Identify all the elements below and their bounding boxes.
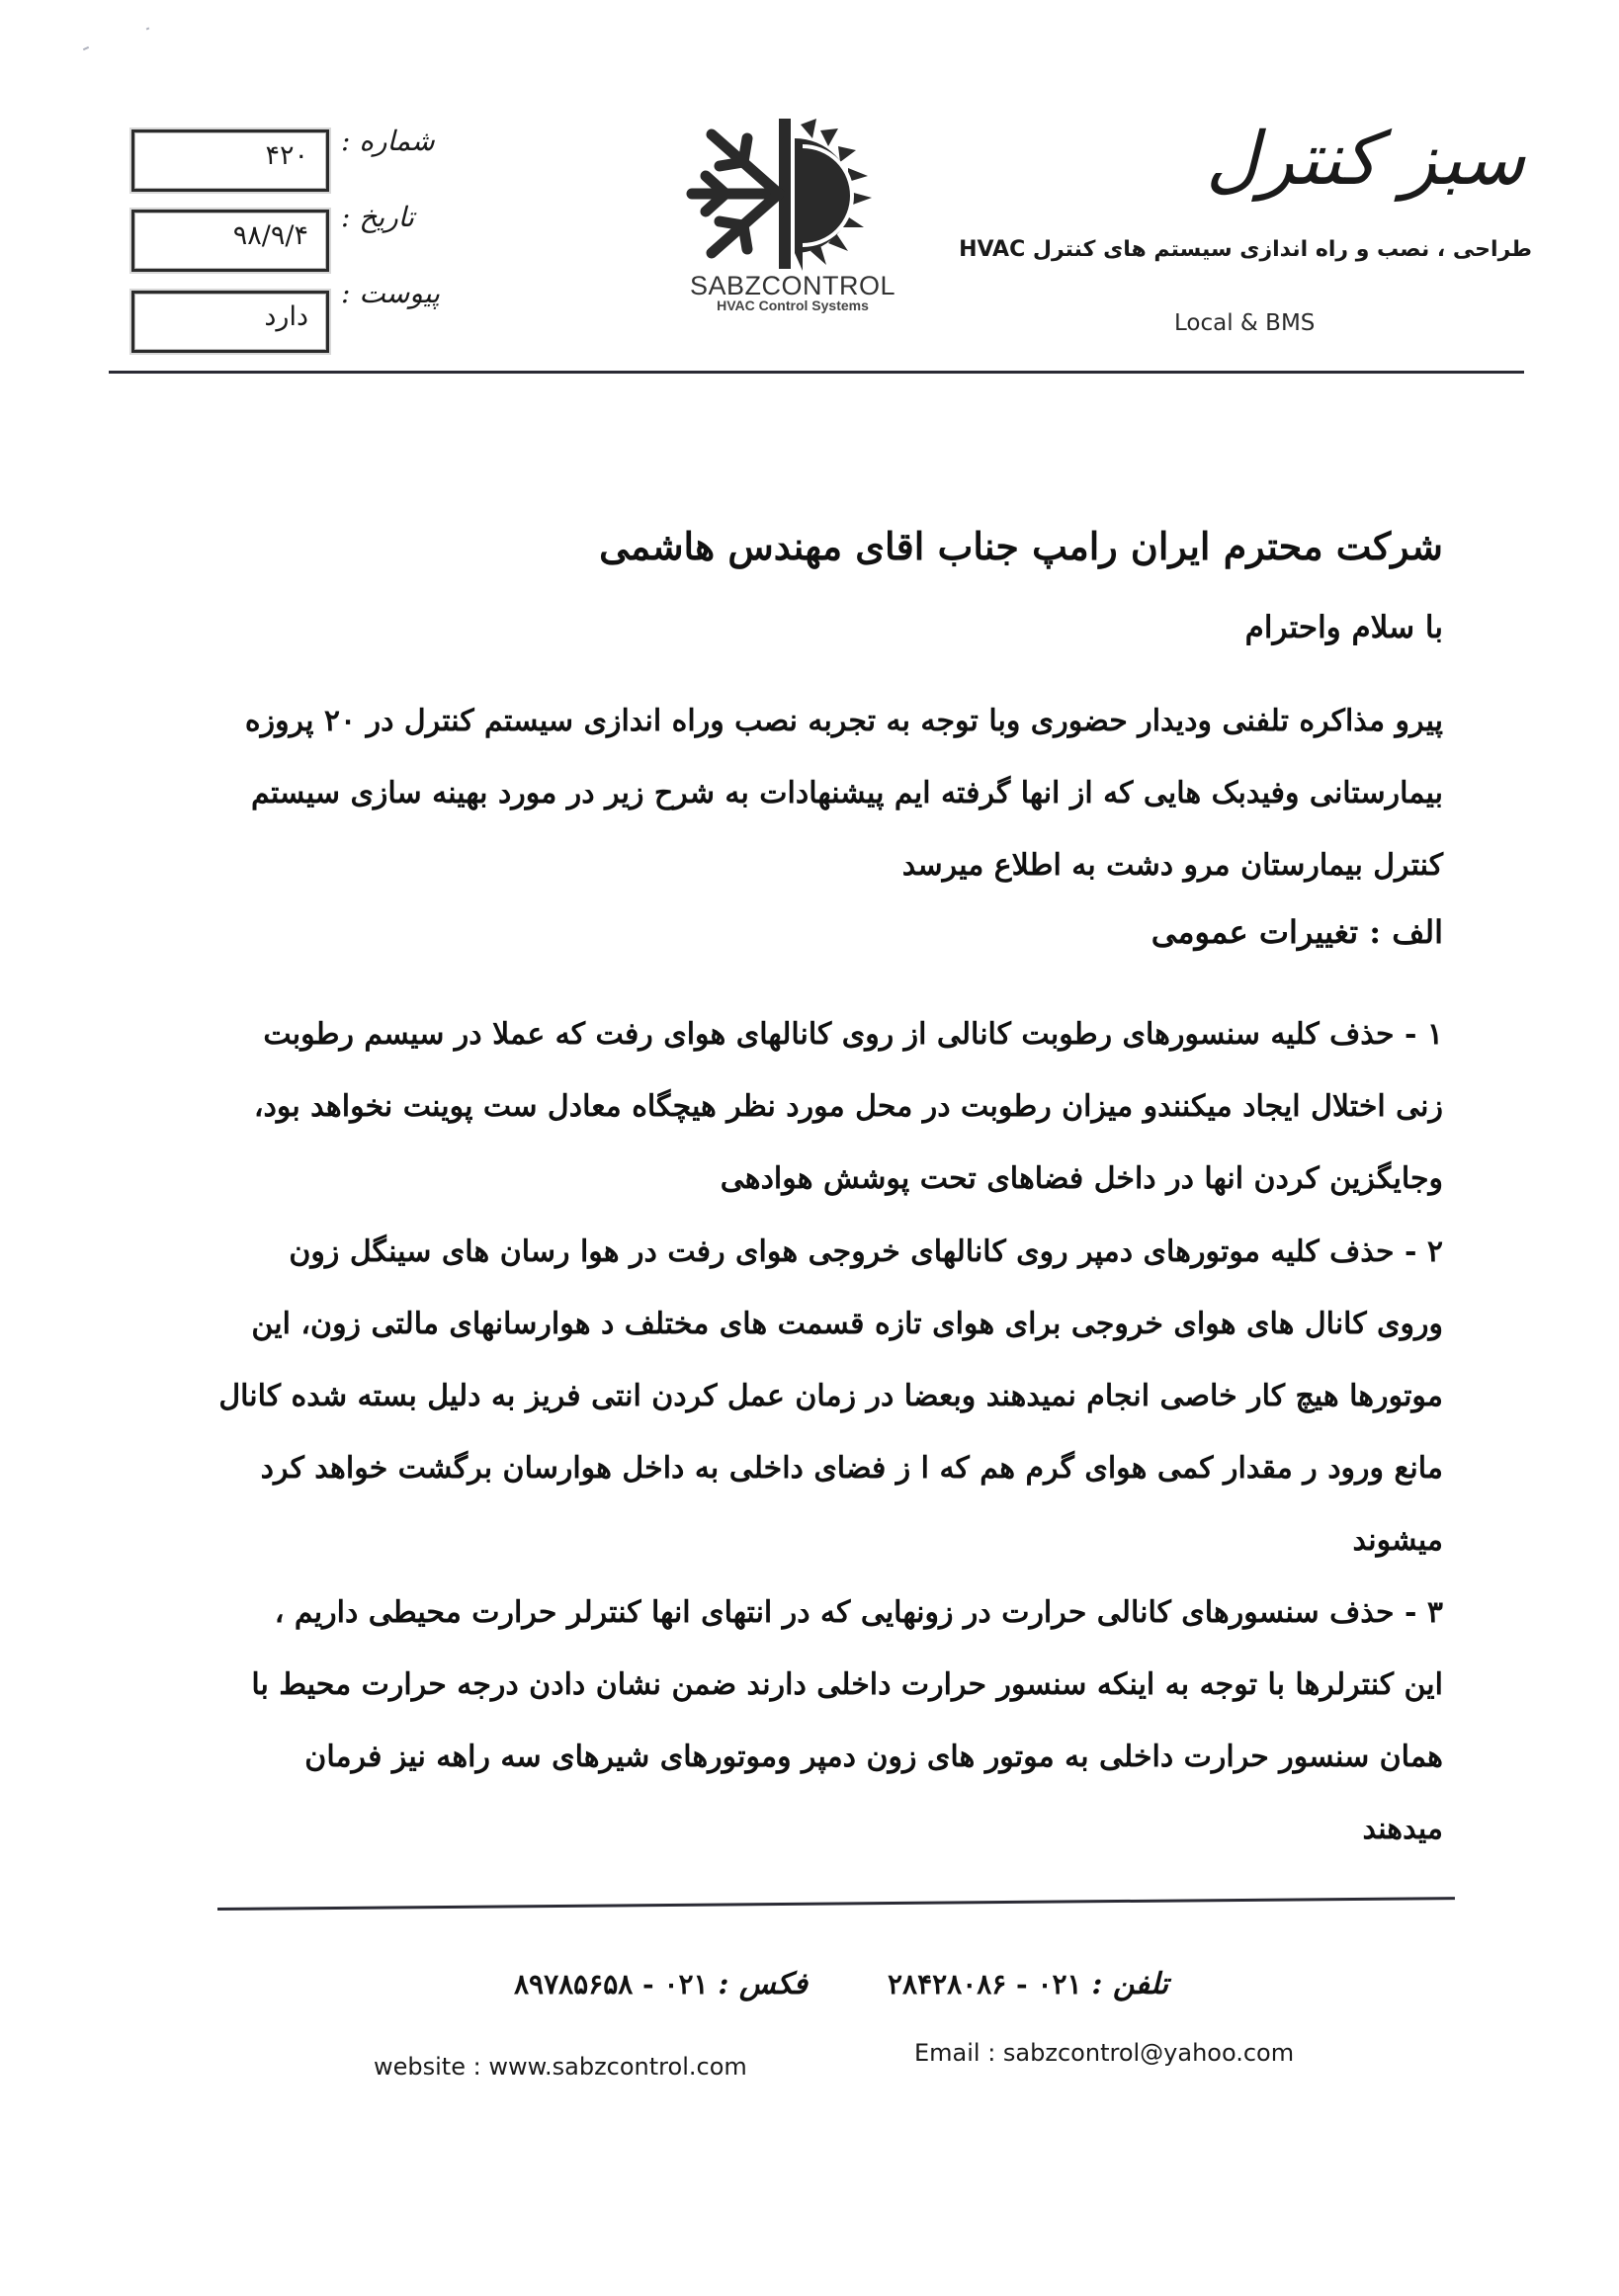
- brand-scope: Local & BMS: [1174, 310, 1316, 336]
- attachment-box: [131, 291, 329, 353]
- fax-contact: [514, 1967, 808, 2001]
- fax-label: فکس :: [718, 1967, 808, 2001]
- list-item-2: [213, 1216, 1443, 1576]
- logo-tagline: HVAC Control Systems: [717, 298, 869, 313]
- item-line: همان سنسور حرارت داخلی به موتور های زون دمپر وموتورهای شیرهای سه راهه نیز فرمان: [304, 1740, 1443, 1774]
- scan-speck: [83, 46, 89, 50]
- brand-services: طراحی ، نصب و راه اندازی سیستم های کنترل HVAC: [959, 237, 1532, 262]
- website-link[interactable]: website : www.sabzcontrol.com: [374, 2053, 747, 2081]
- list-item-3: [213, 1576, 1443, 1865]
- logo-name: SABZCONTROL: [689, 271, 896, 300]
- intro-line: کنترل بیمارستان مرو دشت به اطلاع میرسد: [901, 848, 1443, 883]
- item-line: وروی کانال های هوای خروجی برای هوای تازه قسمت های مختلف د هوارسانهای مالتی زون، این: [251, 1307, 1443, 1341]
- item-line: وجایگزین کردن انها در داخل فضاهای تحت پوشش هوادهی: [720, 1161, 1443, 1196]
- letter-date: ۹۸/۹/۴: [232, 220, 308, 251]
- item-line: موتورها هیچ کار خاصی انجام نمیدهند وبعضا در زمان عمل کردن انتی فریز به دلیل بسته شده کانال: [218, 1379, 1443, 1413]
- greeting: با سلام واحترام: [1244, 610, 1443, 645]
- intro-line: بیمارستانی وفیدبک هایی که از انها گرفته ایم پیشنهادات به شرح زیر در مورد بهینه سازی سیستم: [251, 776, 1443, 810]
- date-box: [131, 210, 329, 272]
- item-line: ۲ - حذف کلیه موتورهای دمپر روی کانالهای خروجی هوای رفت در هوا رسان های سینگل زون: [289, 1234, 1443, 1269]
- letter-number: ۴۲۰: [265, 140, 308, 171]
- scan-speck: [146, 27, 150, 30]
- item-line: مانع ورود ر مقدار کمی هوای گرم هم که ا ز فضای داخلی به داخل هوارسان برگشت خواهد کرد: [260, 1451, 1443, 1486]
- header-divider: [109, 371, 1524, 374]
- phone-number: ۰۲۱ - ۲۸۴۲۸۰۸۶: [888, 1968, 1082, 2000]
- number-box: [131, 129, 329, 192]
- section-title: الف : تغییرات عمومی: [1150, 913, 1443, 951]
- item-line: میشوند: [1352, 1523, 1443, 1558]
- item-line: زنی اختلال ایجاد میکنندو میزان رطوبت در محل مورد نظر هیچگاه معادل ست پوینت نخواهد بود،: [253, 1089, 1443, 1124]
- phone-contact: [888, 1967, 1168, 2001]
- attachment-label: پیوست :: [341, 277, 440, 309]
- intro-line: پیرو مذاکره تلفنی ودیدار حضوری وبا توجه به تجربه نصب وراه اندازی سیستم کنترل در ۲۰ پروزه: [244, 704, 1443, 738]
- item-line: میدهند: [1362, 1812, 1443, 1846]
- brand-script-name: سبز کنترل: [1205, 117, 1525, 202]
- snowflake-sun-icon: [672, 117, 909, 275]
- date-label: تاریخ :: [341, 201, 415, 233]
- number-label: شماره :: [341, 125, 435, 157]
- intro-paragraph: [213, 685, 1443, 901]
- list-item-1: [213, 998, 1443, 1215]
- fax-number: ۰۲۱ - ۸۹۷۸۵۶۵۸: [514, 1968, 709, 2000]
- footer-divider: [217, 1897, 1455, 1911]
- phone-label: تلفن :: [1091, 1967, 1169, 2001]
- attachment-value: دارد: [264, 301, 308, 332]
- item-line: ۱ - حذف کلیه سنسورهای رطوبت کانالی از روی کانالهای هوای رفت که عملا در سیسم رطوبت: [263, 1017, 1443, 1052]
- item-line: این کنترلرها با توجه به اینکه سنسور حرارت داخلی دارند ضمن نشان دادن درجه حرارت محیط با: [251, 1667, 1443, 1702]
- email-link[interactable]: Email : sabzcontrol@yahoo.com: [914, 2039, 1295, 2067]
- addressee: شرکت محترم ایران رامپ جناب اقای مهندس هاشمی: [599, 524, 1443, 568]
- item-line: ۳ - حذف سنسورهای کانالی حرارت در زونهایی که در انتهای انها کنترلر حرارت محیطی داریم ،: [274, 1595, 1443, 1630]
